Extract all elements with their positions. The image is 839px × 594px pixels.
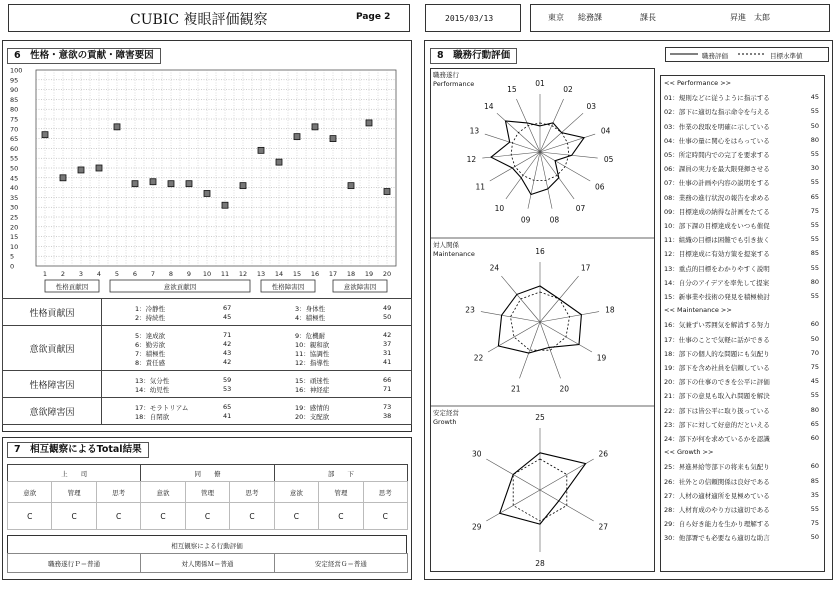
y-tick-label: 10 [10, 242, 19, 251]
data-point [312, 124, 318, 130]
behavior-item-score: 85 [810, 249, 819, 258]
factor-name: 6：勤労欲 [135, 341, 166, 349]
behavior-item-score: 55 [810, 263, 819, 272]
factor-name: 11：協調性 [295, 350, 330, 358]
behavior-item [660, 349, 825, 362]
factor-name: 5：達成欲 [135, 332, 166, 340]
behavior-item-label: 30：他部署でも必要なら適切な助言 [664, 534, 770, 543]
behavior-item [660, 505, 825, 518]
factor-name: 9：危機耐 [295, 332, 326, 340]
radar-axis-label: 15 [507, 84, 517, 94]
factor-name: 15：頑迷性 [295, 377, 330, 385]
factor-score: 66 [383, 376, 392, 384]
behavior-item-score: 60 [810, 434, 819, 442]
observer-subheader: 管理 [318, 481, 363, 503]
region: 東京 [548, 13, 564, 22]
factor-score: 45 [223, 313, 232, 321]
behavior-item-label: 06：課員の実力を最大限発揮させる [664, 165, 770, 174]
behavior-item-score: 60 [810, 320, 819, 329]
x-tick-label: 1 [42, 270, 48, 278]
factor-row-label: 性格貢献因 [2, 298, 102, 326]
y-tick-label: 40 [10, 184, 19, 193]
behavior-item [660, 107, 825, 120]
legend-dashed-label: 目標水準値 [770, 52, 803, 60]
observer-result: C [363, 502, 408, 530]
factor-name: 18：自閉欲 [135, 413, 170, 421]
data-point [42, 132, 48, 138]
radar-axis-label: 12 [466, 155, 477, 165]
radar-title: 安定経営 [433, 409, 459, 417]
factor-name: 4：積極性 [295, 314, 326, 322]
data-point [114, 124, 120, 130]
factor-name: 13：気分性 [135, 377, 170, 385]
behavior-item [660, 462, 825, 475]
factor-name: 8：責任感 [135, 359, 166, 367]
radar-axis-label: 19 [596, 353, 607, 363]
behavior-item-score: 50 [810, 334, 819, 343]
x-tick-label: 10 [202, 270, 212, 278]
data-point [366, 120, 372, 126]
observer-result: C [229, 502, 274, 530]
behavior-item-score: 55 [810, 292, 819, 300]
behavior-item-label: 27：人材の適材適所を見極めている [664, 491, 770, 500]
behavior-item-score: 55 [810, 235, 819, 244]
observer-result: C [318, 502, 363, 530]
factor-score: 37 [383, 340, 392, 348]
y-tick-label: 60 [10, 144, 19, 153]
data-point [186, 181, 192, 187]
radar-axis-label: 24 [489, 263, 500, 273]
factor-name: 10：親和欲 [295, 341, 330, 349]
behavior-item-score: 75 [810, 519, 819, 528]
behavior-item-label: 14：自分のアイデアを率先して提案 [664, 278, 770, 287]
behavior-group-header: << Growth >> [664, 448, 714, 457]
behavior-item-label: 21：部下の意見も取入れ問題を解決 [664, 392, 770, 401]
behavior-item [660, 434, 825, 447]
radar-axis-label: 11 [475, 182, 486, 192]
x-tick-label: 3 [78, 270, 84, 278]
radar-axis-label: 23 [465, 305, 475, 315]
behavior-item-score: 45 [810, 377, 819, 386]
factor-name: 19：感情的 [295, 404, 330, 412]
y-tick-label: 45 [10, 174, 19, 183]
data-point [276, 159, 282, 165]
radar-title: 職務遂行 [433, 71, 459, 79]
x-tick-label: 11 [220, 270, 230, 278]
header-person-box [530, 4, 830, 32]
page-number: Page 2 [356, 12, 391, 22]
behavior-item-score: 35 [810, 490, 819, 499]
behavior-item-label: 13：重点的目標をわかりやすく説明 [664, 264, 770, 273]
factor-row-label: 性格障害因 [2, 370, 102, 398]
behavior-item [660, 406, 825, 419]
factor-name: 1：冷静性 [135, 305, 166, 313]
behavior-item-label: 04：仕事の量に関心をはらっている [664, 136, 770, 145]
behavior-item-label: 23：部下に対して好意的だといえる [664, 420, 770, 429]
radar-evaluation-line [491, 121, 584, 195]
radar-axis-label: 17 [580, 263, 591, 273]
observer-subheader: 管理 [51, 481, 96, 503]
group-label: 性格貢献因 [55, 283, 89, 291]
behavior-item [660, 221, 825, 234]
behavior-item-score: 50 [810, 533, 819, 542]
x-tick-label: 18 [346, 270, 356, 278]
radar-axis-label: 03 [586, 101, 597, 111]
y-tick-label: 90 [10, 86, 19, 95]
x-tick-label: 5 [114, 270, 120, 278]
x-tick-label: 6 [132, 270, 138, 278]
observer-group-header: 同 僚 [140, 464, 274, 482]
behavior-item-score: 75 [810, 206, 819, 215]
behavior-item-score: 55 [810, 107, 819, 116]
radar-axis-label: 04 [600, 126, 611, 136]
observer-result: C [7, 502, 52, 530]
x-tick-label: 19 [364, 270, 374, 278]
behavior-item [660, 136, 825, 149]
y-tick-label: 5 [10, 252, 15, 261]
group-label: 性格障害因 [271, 283, 305, 291]
behavior-item-score: 55 [810, 178, 819, 187]
x-tick-label: 15 [292, 270, 302, 278]
y-tick-label: 30 [10, 203, 19, 212]
data-point [168, 181, 174, 187]
radar-axis-label: 13 [469, 126, 480, 136]
behavior-list [660, 77, 825, 571]
observer-subheader: 意欲 [140, 481, 185, 503]
person-name: 昇進 太郎 [730, 13, 770, 22]
radar-axis-label: 01 [535, 79, 545, 88]
factor-row-label: 意欲障害因 [2, 397, 102, 425]
behavior-item [660, 249, 825, 262]
behavior-summary-title: 相互観察による行動評価 [171, 542, 243, 550]
behavior-group-header: << Performance >> [664, 79, 732, 87]
radar-subtitle: Maintenance [433, 250, 475, 258]
factor-name: 7：積極性 [135, 350, 166, 358]
report-title: CUBIC 複眼評価観察 [130, 12, 268, 28]
factor-score: 41 [383, 358, 392, 366]
behavior-item [660, 207, 825, 220]
behavior-group-header: << Maintenance >> [664, 306, 732, 315]
observer-subheader: 思考 [96, 481, 141, 503]
factor-score: 71 [383, 385, 392, 393]
behavior-item [660, 320, 825, 333]
behavior-item-label: 01：規則などに従うように指示する [664, 94, 770, 103]
observer-result: C [185, 502, 230, 530]
behavior-item-score: 55 [810, 150, 819, 158]
group-label: 意欲障害因 [343, 283, 377, 291]
radar-subtitle: Growth [433, 418, 457, 426]
data-point [384, 189, 390, 195]
factor-score: 59 [223, 376, 232, 384]
observer-subheader: 管理 [185, 481, 230, 503]
radar-axis-label: 18 [605, 305, 615, 315]
radar-spoke [488, 322, 540, 352]
y-tick-label: 50 [10, 164, 19, 173]
y-tick-label: 65 [10, 135, 19, 144]
behavior-item [660, 278, 825, 291]
factor-scatter-chart [2, 62, 412, 298]
radar-axis-label: 26 [598, 449, 608, 459]
y-tick-label: 35 [10, 193, 19, 202]
factor-name: 12：指導性 [295, 359, 330, 367]
y-tick-label: 95 [10, 76, 19, 85]
behavior-item-score: 55 [810, 221, 819, 229]
factor-name: 14：幼児性 [135, 386, 170, 394]
x-tick-label: 2 [60, 270, 66, 278]
radar-subtitle: Performance [433, 80, 475, 88]
behavior-item-label: 12：目標達成に有効方策を提案する [664, 250, 770, 259]
factor-score: 65 [223, 403, 232, 411]
behavior-item [660, 292, 825, 305]
observer-subheader: 思考 [229, 481, 274, 503]
factor-score: 50 [383, 313, 392, 321]
factor-score: 71 [223, 331, 232, 339]
radar-axis-label: 07 [575, 203, 586, 213]
factor-name: 16：神経症 [295, 386, 330, 394]
radar-axis-label: 22 [473, 353, 484, 363]
data-point [222, 202, 228, 208]
behavior-summary-item: 対人関係Ｍ＝普通 [140, 553, 274, 573]
data-point [204, 190, 210, 196]
y-tick-label: 25 [10, 213, 19, 222]
data-point [96, 165, 102, 171]
factor-name: 3：身体性 [295, 305, 326, 313]
behavior-item [660, 122, 825, 135]
observer-subheader: 意欲 [7, 481, 52, 503]
behavior-item-label: 17：仕事のことで気軽に話ができる [664, 335, 770, 344]
observer-group-header: 上 司 [7, 464, 141, 482]
observer-subheader: 意欲 [274, 481, 319, 503]
factor-score: 49 [383, 304, 392, 312]
behavior-summary-item: 安定経営Ｇ＝普通 [274, 553, 408, 573]
section-6-title: 6 性格・意欲の貢献・障害要因 [7, 48, 161, 64]
radar-axis-label: 30 [472, 449, 482, 459]
behavior-item [660, 477, 825, 490]
observer-result: C [96, 502, 141, 530]
behavior-item-score: 85 [810, 476, 819, 485]
data-point [132, 181, 138, 187]
behavior-item-score: 60 [810, 462, 819, 471]
radar-axis-label: 02 [563, 84, 573, 94]
factor-score: 38 [383, 412, 392, 420]
behavior-item-score: 75 [810, 363, 819, 371]
behavior-item-label: 29：自ら好き能力を生かり理解する [664, 520, 770, 529]
behavior-item [660, 193, 825, 206]
radar-axis-label: 05 [603, 155, 614, 165]
x-tick-label: 4 [96, 270, 102, 278]
data-point [60, 175, 66, 181]
data-point [258, 147, 264, 153]
x-tick-label: 12 [238, 270, 248, 278]
behavior-summary-item: 職務遂行Ｐ＝普通 [7, 553, 141, 573]
radar-axis-label: 08 [549, 215, 560, 225]
group-label: 意欲貢献因 [163, 283, 197, 291]
behavior-item-label: 15：新事業や技術の発見を積極検討 [664, 293, 770, 301]
y-tick-label: 20 [10, 223, 19, 232]
radar-axis-label: 06 [594, 182, 605, 192]
behavior-item [660, 235, 825, 248]
behavior-item-label: 28：人材育成のやり方は適切である [664, 506, 770, 514]
behavior-item-score: 70 [810, 348, 819, 357]
data-point [78, 167, 84, 173]
data-point [294, 134, 300, 140]
position: 課長 [640, 13, 656, 22]
behavior-item [660, 335, 825, 348]
factor-score: 42 [223, 358, 232, 366]
behavior-item-score: 50 [810, 121, 819, 130]
behavior-item [660, 363, 825, 376]
behavior-item-label: 03：作業の段取を明確に示している [664, 122, 770, 131]
radar-axis-label: 21 [510, 384, 521, 394]
section-7-title: 7 相互観察によるTotal結果 [7, 442, 149, 458]
y-tick-label: 70 [10, 125, 19, 134]
behavior-item-label: 05：所定時間内での完了を要求する [664, 151, 770, 159]
behavior-item [660, 93, 825, 106]
factor-score: 41 [223, 412, 232, 420]
section-8-title: 8 職務行動評価 [430, 48, 517, 64]
radar-axis-label: 16 [535, 247, 545, 256]
x-tick-label: 17 [328, 270, 338, 278]
x-tick-label: 9 [186, 270, 192, 278]
x-tick-label: 13 [256, 270, 266, 278]
legend-solid-line [670, 50, 700, 58]
behavior-item-label: 02：部下に適切な指示命令を与える [664, 108, 770, 117]
factor-name: 2：持続性 [135, 314, 166, 322]
behavior-item-label: 18：部下の個人的な問題にも気配り [664, 349, 770, 358]
radar-title: 対人関係 [433, 241, 459, 249]
x-tick-label: 8 [168, 270, 174, 278]
factor-score: 42 [223, 340, 232, 348]
behavior-item [660, 391, 825, 404]
x-tick-label: 20 [382, 270, 392, 278]
y-tick-label: 55 [10, 154, 19, 163]
y-tick-label: 80 [10, 105, 19, 114]
factor-score: 67 [223, 304, 232, 312]
behavior-item-score: 45 [810, 93, 819, 102]
data-point [348, 183, 354, 189]
observer-group-header: 部 下 [274, 464, 408, 482]
radar-axis-label: 14 [483, 101, 494, 111]
behavior-item-score: 55 [810, 505, 819, 513]
x-tick-label: 14 [274, 270, 284, 278]
observer-result: C [274, 502, 319, 530]
y-tick-label: 15 [10, 233, 19, 242]
radar-axis-label: 09 [520, 215, 531, 225]
factor-score: 31 [383, 349, 392, 357]
x-tick-label: 7 [150, 270, 156, 278]
radar-spoke [481, 312, 540, 322]
radar-axis-label: 28 [535, 559, 545, 568]
factor-name: 17：モラトリアム [135, 404, 189, 412]
radar-axis-label: 25 [535, 413, 545, 422]
data-point [150, 179, 156, 185]
behavior-item-label: 09：目標達成の納得な計画をたてる [664, 207, 770, 216]
behavior-item-label: 20：部下の仕事のできを公平に評価 [664, 378, 770, 387]
y-tick-label: 100 [10, 66, 23, 75]
radar-charts [430, 68, 655, 572]
behavior-item-score: 65 [810, 419, 819, 428]
behavior-item-score: 55 [810, 391, 819, 400]
radar-axis-label: 29 [472, 522, 482, 532]
behavior-item [660, 264, 825, 277]
x-tick-label: 16 [310, 270, 320, 278]
behavior-item-label: 07：仕事の計画や内容の説明をする [664, 179, 770, 188]
behavior-item-label: 08：業務の進行状況の報告を求める [664, 193, 770, 202]
behavior-item-label: 11：組織の目標は困難でも引き抜く [664, 236, 770, 245]
behavior-item [660, 150, 825, 163]
behavior-item [660, 420, 825, 433]
behavior-item-score: 65 [810, 192, 819, 201]
data-point [330, 136, 336, 142]
data-point [240, 183, 246, 189]
behavior-item-label: 10：部下課の目標達成をいつも催促 [664, 222, 770, 230]
y-tick-label: 0 [10, 262, 15, 271]
y-tick-label: 85 [10, 95, 19, 104]
behavior-item-label: 19：部下を含め社員を信頼している [664, 364, 770, 372]
behavior-item-score: 80 [810, 405, 819, 414]
factor-score: 43 [223, 349, 232, 357]
behavior-item [660, 178, 825, 191]
behavior-item-label: 26：社外との信頼関係は良好である [664, 477, 770, 486]
observer-result: C [140, 502, 185, 530]
factor-score: 73 [383, 403, 392, 411]
behavior-item [660, 377, 825, 390]
report-date: 2015/03/13 [445, 14, 494, 23]
radar-axis-label: 20 [559, 384, 570, 394]
behavior-item-label: 22：部下は皆公平に取り扱っている [664, 406, 770, 415]
observer-result: C [51, 502, 96, 530]
behavior-item [660, 164, 825, 177]
behavior-item-score: 30 [810, 164, 819, 173]
factor-score: 42 [383, 331, 392, 339]
behavior-item [660, 519, 825, 532]
legend-dashed-line [738, 50, 768, 58]
factor-score: 53 [223, 385, 232, 393]
factor-row-label: 意欲貢献因 [2, 325, 102, 371]
y-tick-label: 75 [10, 115, 19, 124]
behavior-item-label: 16：気兼ずい雰囲気を解消する努力 [664, 321, 770, 330]
behavior-item-score: 80 [810, 277, 819, 286]
department: 総務課 [578, 13, 602, 22]
behavior-item [660, 533, 825, 546]
behavior-item-score: 80 [810, 135, 819, 144]
observer-subheader: 思考 [363, 481, 408, 503]
legend-solid-label: 職務評価 [702, 52, 728, 60]
factor-name: 20：支配欲 [295, 413, 330, 421]
behavior-item-label: 24：部下が何を求めているかを認識 [664, 435, 770, 443]
radar-axis-label: 27 [598, 522, 608, 532]
behavior-item [660, 491, 825, 504]
radar-axis-label: 10 [494, 203, 505, 213]
behavior-item-label: 25：昇進昇給等部下の将来も気配り [664, 463, 770, 472]
